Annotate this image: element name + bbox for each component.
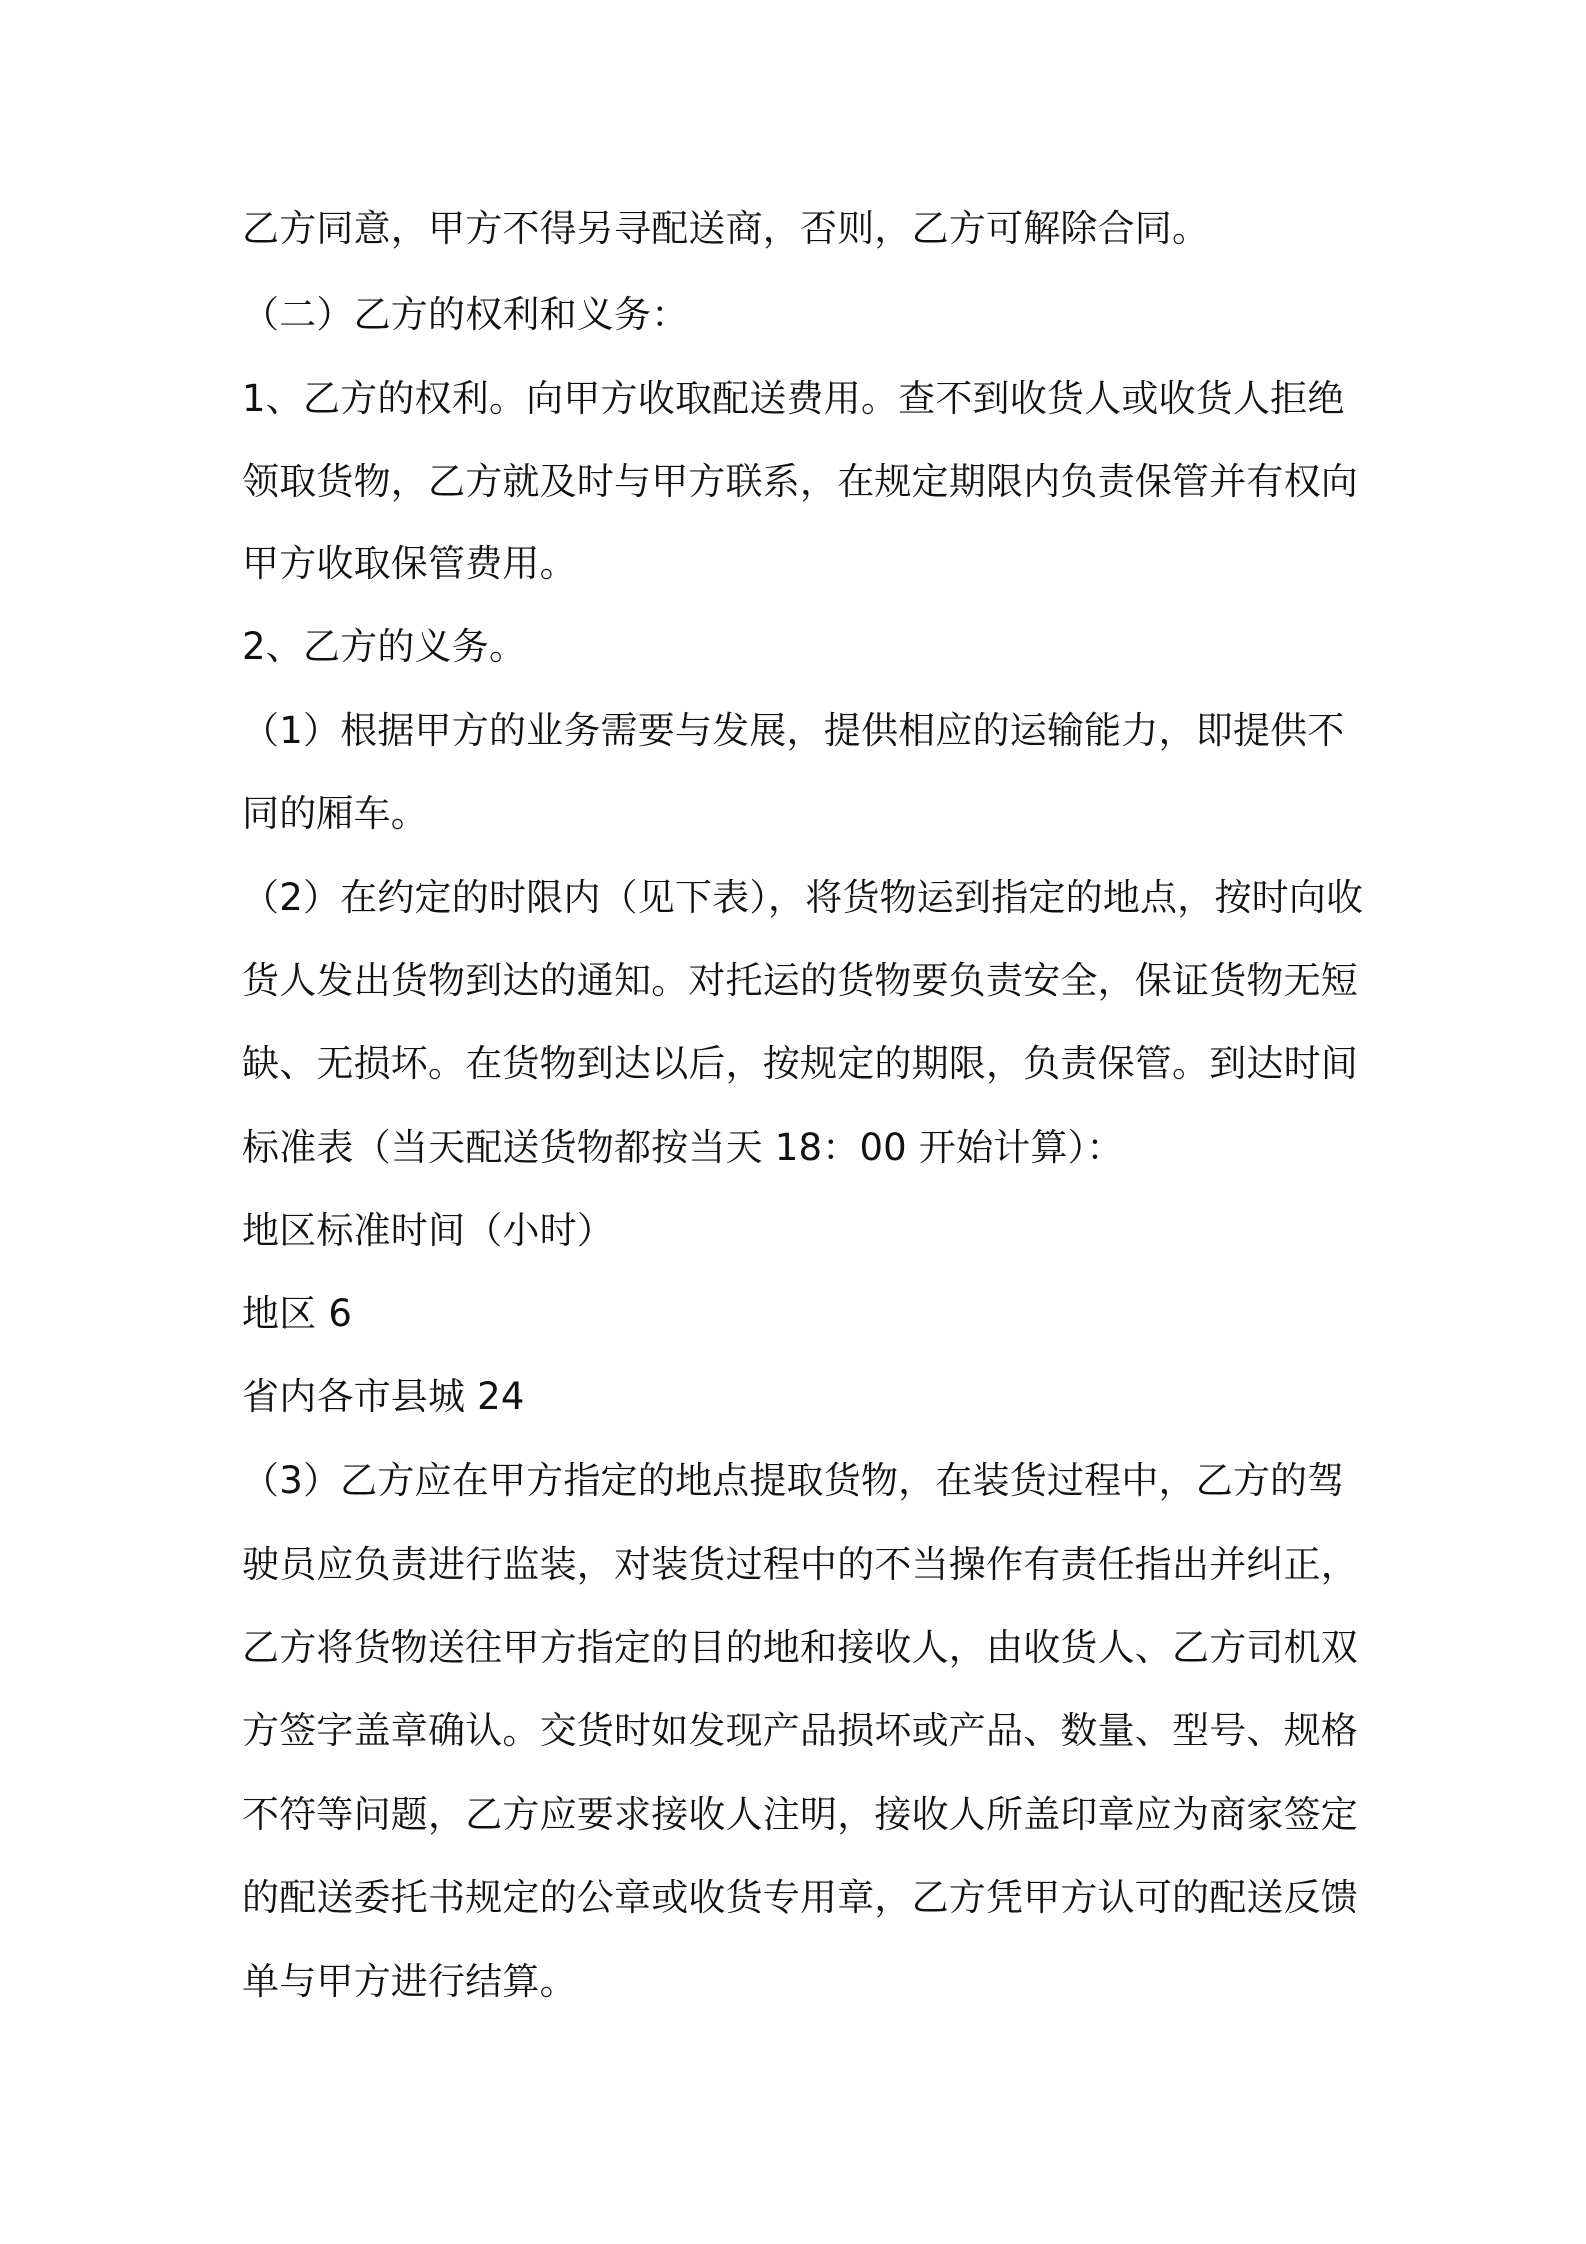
paragraph-line: （3）乙方应在甲方指定的地点提取货物，在装货过程中，乙方的驾 xyxy=(242,1459,1345,1502)
table-row-line: 省内各市县城 24 xyxy=(242,1375,525,1418)
paragraph-line: 单与甲方进行结算。 xyxy=(242,1960,577,2003)
paragraph-line: 方签字盖章确认。交货时如发现产品损坏或产品、数量、型号、规格 xyxy=(242,1709,1358,1752)
paragraph-line: 乙方将货物送往甲方指定的目的地和接收人，由收货人、乙方司机双 xyxy=(242,1626,1358,1669)
paragraph-line: 货人发出货物到达的通知。对托运的货物要负责安全，保证货物无短 xyxy=(242,959,1358,1002)
table-header-line: 地区标准时间（小时） xyxy=(242,1209,614,1252)
paragraph-line: 同的厢车。 xyxy=(242,792,428,835)
paragraph-line: 甲方收取保管费用。 xyxy=(242,542,577,585)
paragraph-line: 不符等问题，乙方应要求接收人注明，接收人所盖印章应为商家签定 xyxy=(242,1793,1358,1836)
table-row-line: 地区 6 xyxy=(242,1292,353,1335)
paragraph-line: （2）在约定的时限内（见下表），将货物运到指定的地点，按时向收 xyxy=(242,876,1364,919)
paragraph-line: 驶员应负责进行监装，对装货过程中的不当操作有责任指出并纠正， xyxy=(242,1543,1358,1586)
paragraph-line: 1、乙方的权利。向甲方收取配送费用。查不到收货人或收货人拒绝 xyxy=(242,377,1345,420)
paragraph-line: 缺、无损坏。在货物到达以后，按规定的期限，负责保管。到达时间 xyxy=(242,1042,1358,1085)
paragraph-line: 领取货物，乙方就及时与甲方联系，在规定期限内负责保管并有权向 xyxy=(242,460,1358,503)
paragraph-line: 2、乙方的义务。 xyxy=(242,625,527,668)
paragraph-line: 标准表（当天配送货物都按当天 18：00 开始计算）： xyxy=(242,1126,1124,1169)
paragraph-line: （1）根据甲方的业务需要与发展，提供相应的运输能力，即提供不 xyxy=(242,709,1345,752)
paragraph-line: 乙方同意，甲方不得另寻配送商，否则，乙方可解除合同。 xyxy=(242,207,1210,250)
section-heading: （二）乙方的权利和义务： xyxy=(242,293,689,336)
paragraph-line: 的配送委托书规定的公章或收货专用章，乙方凭甲方认可的配送反馈 xyxy=(242,1876,1358,1919)
